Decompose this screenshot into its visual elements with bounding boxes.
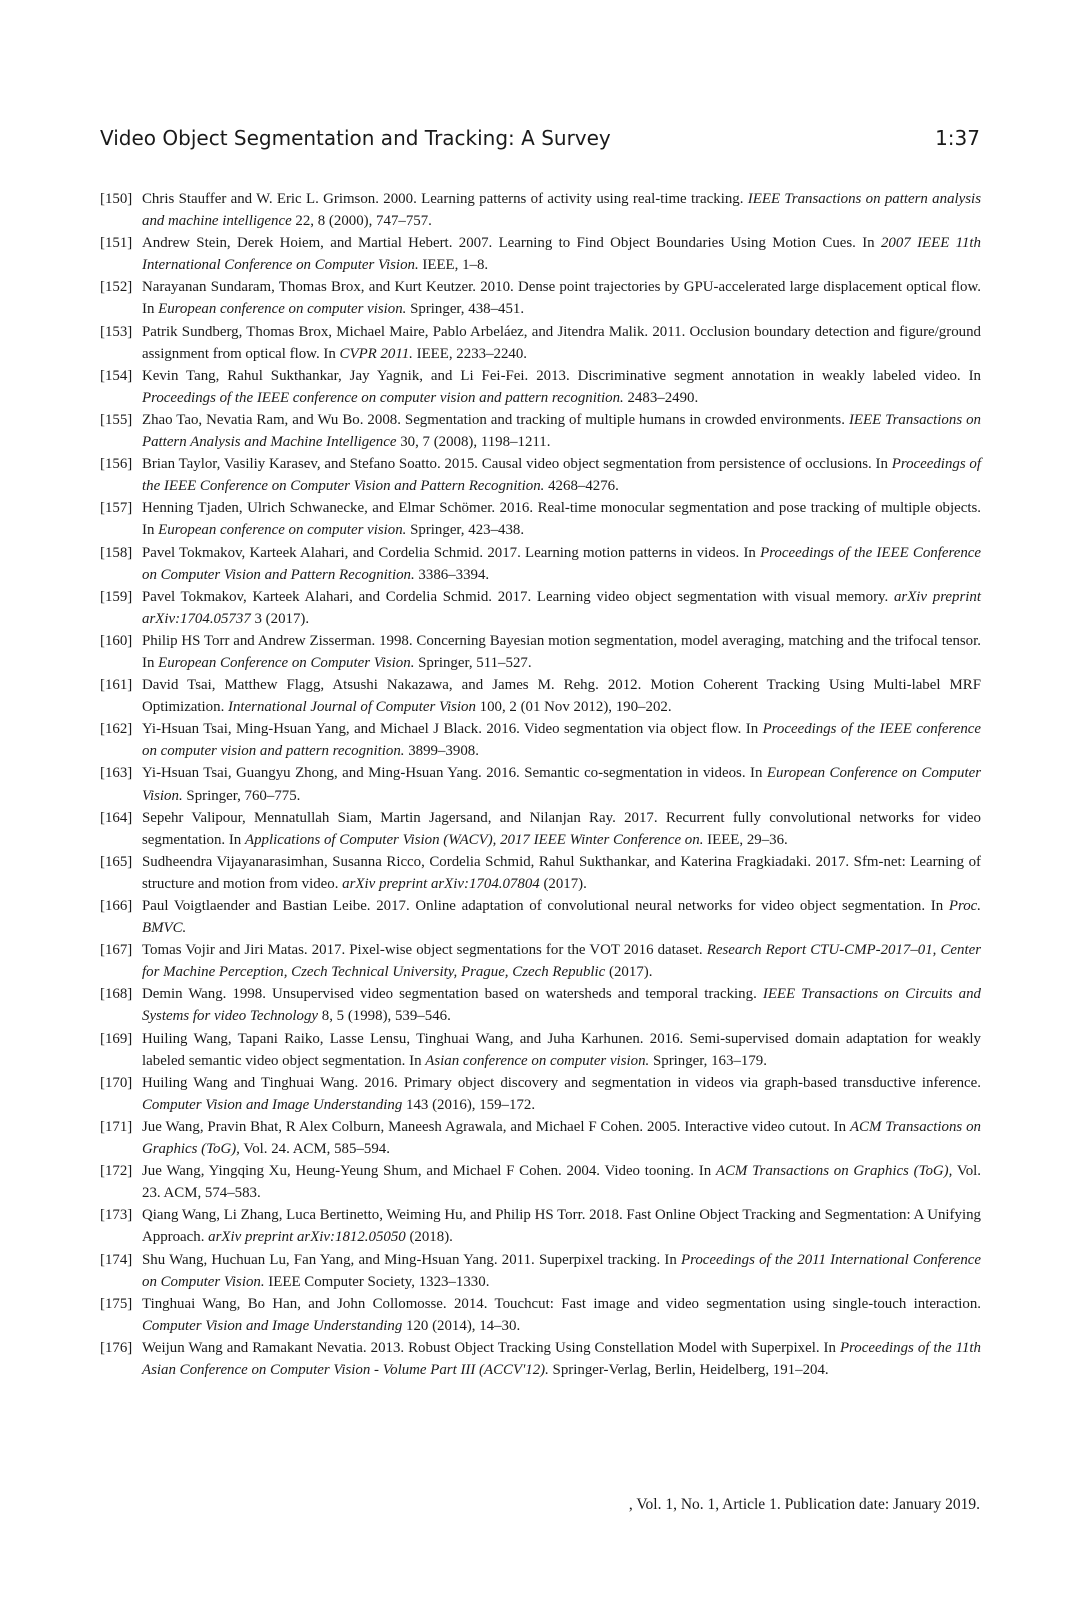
reference-number: [175] (100, 1295, 133, 1312)
reference-entry (100, 321, 981, 365)
reference-number: [167] (100, 942, 133, 959)
reference-entry (100, 983, 981, 1027)
reference-number: [158] (100, 544, 133, 561)
reference-text: Sepehr Valipour, Mennatullah Siam, Martin Jagersand, and Nilanjan Ray. 2017. Recurrent fully convolutional networks for video segmentation. In (142, 809, 981, 848)
reference-venue: Research Report CTU-CMP-2017–01, Center for Machine Perception, Czech Technical University, Prague, Czech Republic (142, 942, 981, 981)
reference-text: 3899–3908. (404, 743, 479, 760)
reference-number: [165] (100, 853, 133, 870)
reference-text: Pavel Tokmakov, Karteek Alahari, and Cordelia Schmid. 2017. Learning motion patterns in videos. In (142, 544, 761, 561)
reference-entry (100, 497, 981, 541)
reference-number: [162] (100, 721, 133, 738)
reference-text: 120 (2014), 14–30. (402, 1317, 521, 1334)
reference-entry (100, 718, 981, 762)
reference-text: Tomas Vojir and Jiri Matas. 2017. Pixel-wise object segmentations for the VOT 2016 dataset. (142, 942, 707, 959)
reference-text: Yi-Hsuan Tsai, Ming-Hsuan Yang, and Michael J Black. 2016. Video segmentation via object flow. In (142, 721, 763, 738)
reference-text: Springer-Verlag, Berlin, Heidelberg, 191–204. (548, 1361, 829, 1378)
reference-entry (100, 1028, 981, 1072)
reference-entry (100, 409, 981, 453)
reference-text: Shu Wang, Huchuan Lu, Fan Yang, and Ming-Hsuan Yang. 2011. Superpixel tracking. In (142, 1251, 681, 1268)
reference-venue: 2007 IEEE 11th International Conference on Computer Vision. (142, 235, 982, 274)
reference-venue: European Conference on Computer Vision. (158, 654, 415, 671)
reference-entry (100, 1204, 981, 1248)
reference-text: 143 (2016), 159–172. (402, 1096, 536, 1113)
reference-number: [154] (100, 367, 133, 384)
reference-venue: arXiv preprint arXiv:1812.05050 (208, 1229, 406, 1246)
reference-text: Springer, 511–527. (414, 654, 532, 671)
reference-text: Yi-Hsuan Tsai, Guangyu Zhong, and Ming-Hsuan Yang. 2016. Semantic co-segmentation in videos. In (142, 765, 767, 782)
reference-text: Sudheendra Vijayanarasimhan, Susanna Ricco, Cordelia Schmid, Rahul Sukthankar, and Katerina Fragkiadaki. 2017. Sfm-net: Learning of structure and motion from video. (142, 853, 981, 892)
reference-list (100, 188, 981, 1381)
reference-entry (100, 762, 981, 806)
reference-text: Narayanan Sundaram, Thomas Brox, and Kurt Keutzer. 2010. Dense point trajectories by GPU-accelerated large displacement optical flow. In (142, 279, 981, 318)
reference-entry (100, 895, 981, 939)
reference-number: [159] (100, 588, 133, 605)
reference-text: IEEE, 29–36. (703, 831, 788, 848)
reference-venue: Proceedings of the IEEE conference on computer vision and pattern recognition. (142, 721, 981, 760)
reference-text: 3 (2017). (250, 610, 310, 627)
reference-venue: Proceedings of the IEEE Conference on Computer Vision and Pattern Recognition. (142, 456, 981, 495)
reference-text: Patrik Sundberg, Thomas Brox, Michael Maire, Pablo Arbeláez, and Jitendra Malik. 2011. Occlusion boundary detection and figure/ground assignment from optical flow. In (142, 323, 981, 362)
reference-text: (2017). (539, 875, 587, 892)
reference-venue: Proc. BMVC. (142, 898, 981, 937)
reference-text: Huiling Wang, Tapani Raiko, Lasse Lensu, Tinghuai Wang, and Juha Karhunen. 2016. Semi-supervised domain adaptation for weakly labeled semantic video object segmentation. In (142, 1030, 981, 1069)
reference-venue: Proceedings of the 2011 International Conference on Computer Vision. (142, 1251, 981, 1290)
reference-venue: CVPR 2011. (339, 345, 413, 362)
reference-venue: arXiv preprint arXiv:1704.05737 (142, 588, 982, 627)
reference-text: IEEE Computer Society, 1323–1330. (264, 1273, 490, 1290)
reference-venue: ACM Transactions on Graphics (ToG), (142, 1118, 981, 1158)
reference-text: Philip HS Torr and Andrew Zisserman. 1998. Concerning Bayesian motion segmentation, model averaging, matching and the trifocal tensor. In (142, 632, 981, 671)
reference-entry (100, 1293, 981, 1337)
reference-entry (100, 1116, 981, 1160)
reference-entry (100, 1249, 981, 1293)
reference-text: Kevin Tang, Rahul Sukthankar, Jay Yagnik, and Li Fei-Fei. 2013. Discriminative segment annotation in weakly labeled video. In (142, 367, 981, 384)
reference-entry (100, 542, 981, 586)
reference-text: Zhao Tao, Nevatia Ram, and Wu Bo. 2008. Segmentation and tracking of multiple humans in crowded environments. (142, 411, 849, 428)
reference-number: [163] (100, 765, 133, 782)
reference-text: Chris Stauffer and W. Eric L. Grimson. 2000. Learning patterns of activity using real-time tracking. (142, 191, 748, 207)
reference-text: Vol. 23. ACM, 574–583. (142, 1163, 981, 1202)
reference-text: (2018). (405, 1229, 453, 1246)
reference-venue: IEEE Transactions on Pattern Analysis and Machine Intelligence (142, 411, 981, 451)
reference-text: Jue Wang, Yingqing Xu, Heung-Yeung Shum, and Michael F Cohen. 2004. Video tooning. In (142, 1163, 716, 1180)
reference-number: [172] (100, 1163, 133, 1180)
reference-venue: International Journal of Computer Vision (228, 699, 476, 716)
reference-venue: Proceedings of the IEEE conference on computer vision and pattern recognition. (142, 389, 624, 406)
reference-venue: arXiv preprint arXiv:1704.07804 (342, 875, 540, 892)
reference-venue: Applications of Computer Vision (WACV), 2017 IEEE Winter Conference on. (244, 831, 704, 848)
reference-text: Andrew Stein, Derek Hoiem, and Martial Hebert. 2007. Learning to Find Object Boundaries Using Motion Cues. In (142, 235, 881, 252)
reference-number: [164] (100, 809, 133, 826)
reference-venue: European Conference on Computer Vision. (142, 765, 981, 804)
reference-venue: IEEE Transactions on pattern analysis and machine intelligence (142, 191, 981, 230)
reference-number: [170] (100, 1074, 133, 1091)
reference-entry (100, 188, 981, 232)
reference-entry (100, 807, 981, 851)
reference-text: Huiling Wang and Tinghuai Wang. 2016. Primary object discovery and segmentation in videos via graph-based transductive inference. (142, 1074, 981, 1091)
reference-number: [161] (100, 677, 133, 694)
reference-number: [151] (100, 235, 133, 252)
reference-entry (100, 674, 981, 718)
reference-text: Demin Wang. 1998. Unsupervised video segmentation based on watersheds and temporal tracking. (142, 986, 763, 1003)
reference-text: Vol. 24. ACM, 585–594. (239, 1141, 390, 1158)
reference-number: [157] (100, 500, 133, 517)
reference-number: [173] (100, 1207, 133, 1224)
publication-footer: , Vol. 1, No. 1, Article 1. Publication date: January 2019. (628, 1496, 980, 1513)
reference-text: David Tsai, Matthew Flagg, Atsushi Nakazawa, and James M. Rehg. 2012. Motion Coherent Tracking Using Multi-label MRF Optimization. (142, 677, 981, 716)
reference-number: [174] (100, 1251, 133, 1268)
reference-text: 4268–4276. (544, 478, 619, 495)
reference-entry (100, 1337, 981, 1381)
reference-number: [152] (100, 279, 133, 296)
reference-text: 100, 2 (01 Nov 2012), 190–202. (475, 699, 672, 716)
reference-text: (2017). (605, 964, 653, 981)
reference-text: Springer, 438–451. (406, 301, 525, 318)
reference-entry (100, 276, 981, 320)
reference-text: Qiang Wang, Li Zhang, Luca Bertinetto, Weiming Hu, and Philip HS Torr. 2018. Fast Online Object Tracking and Segmentation: A Unifying Approach. (142, 1207, 981, 1246)
reference-venue: European conference on computer vision. (158, 301, 407, 318)
reference-number: [171] (100, 1118, 133, 1135)
reference-text: Paul Voigtlaender and Bastian Leibe. 2017. Online adaptation of convolutional neural networks for video object segmentation. In (142, 898, 949, 914)
reference-number: [169] (100, 1030, 133, 1047)
reference-entry (100, 1160, 981, 1204)
reference-entry (100, 939, 981, 983)
reference-number: [153] (100, 323, 133, 340)
reference-text: Brian Taylor, Vasiliy Karasev, and Stefano Soatto. 2015. Causal video object segmentation from persistence of occlusions. In (142, 456, 892, 473)
running-title: Video Object Segmentation and Tracking: A Survey (100, 126, 611, 150)
reference-venue: Proceedings of the 11th Asian Conference on Computer Vision - Volume Part III (ACCV'12). (142, 1339, 981, 1378)
reference-venue: Computer Vision and Image Understanding (142, 1096, 403, 1113)
reference-entry (100, 365, 981, 409)
reference-text: Jue Wang, Pravin Bhat, R Alex Colburn, Maneesh Agrawala, and Michael F Cohen. 2005. Interactive video cutout. In (142, 1118, 850, 1135)
reference-number: [176] (100, 1339, 133, 1356)
page-number: 1:37 (935, 126, 980, 150)
reference-number: [156] (100, 456, 133, 473)
reference-text: 22, 8 (2000), 747–757. (291, 213, 432, 230)
reference-text: Springer, 163–179. (649, 1052, 767, 1069)
reference-entry (100, 851, 981, 895)
reference-entry (100, 453, 981, 497)
reference-entry (100, 232, 981, 276)
reference-venue: Computer Vision and Image Understanding (142, 1317, 403, 1334)
reference-entry (100, 586, 981, 630)
reference-text: IEEE, 1–8. (418, 257, 489, 274)
reference-text: 30, 7 (2008), 1198–1211. (396, 434, 551, 451)
reference-number: [155] (100, 411, 133, 428)
reference-entry (100, 630, 981, 674)
reference-text: 8, 5 (1998), 539–546. (318, 1008, 451, 1025)
reference-number: [168] (100, 986, 133, 1003)
reference-text: 3386–3394. (414, 566, 490, 583)
reference-venue: Proceedings of the IEEE Conference on Computer Vision and Pattern Recognition. (142, 544, 981, 583)
running-header (100, 126, 980, 150)
reference-venue: European conference on computer vision. (158, 522, 407, 539)
reference-entry (100, 1072, 981, 1116)
reference-venue: Asian conference on computer vision. (425, 1052, 650, 1069)
reference-venue: ACM Transactions on Graphics (ToG), (715, 1163, 953, 1180)
reference-number: [166] (100, 898, 133, 914)
reference-text: IEEE, 2233–2240. (412, 345, 528, 362)
reference-text: 2483–2490. (623, 389, 699, 406)
reference-venue: IEEE Transactions on Circuits and Systems for video Technology (142, 986, 981, 1025)
reference-text: Tinghuai Wang, Bo Han, and John Collomosse. 2014. Touchcut: Fast image and video segmentation using single-touch interaction. (142, 1295, 981, 1312)
reference-text: Henning Tjaden, Ulrich Schwanecke, and Elmar Schömer. 2016. Real-time monocular segmentation and pose tracking of multiple objects. In (142, 500, 981, 539)
reference-text: Weijun Wang and Ramakant Nevatia. 2013. Robust Object Tracking Using Constellation Model with Superpixel. In (142, 1339, 840, 1356)
reference-text: Pavel Tokmakov, Karteek Alahari, and Cordelia Schmid. 2017. Learning video object segmentation with visual memory. (142, 588, 894, 605)
reference-text: Springer, 423–438. (406, 522, 525, 539)
reference-text: Springer, 760–775. (182, 787, 301, 804)
reference-number: [160] (100, 632, 133, 649)
reference-number: [150] (100, 191, 133, 207)
